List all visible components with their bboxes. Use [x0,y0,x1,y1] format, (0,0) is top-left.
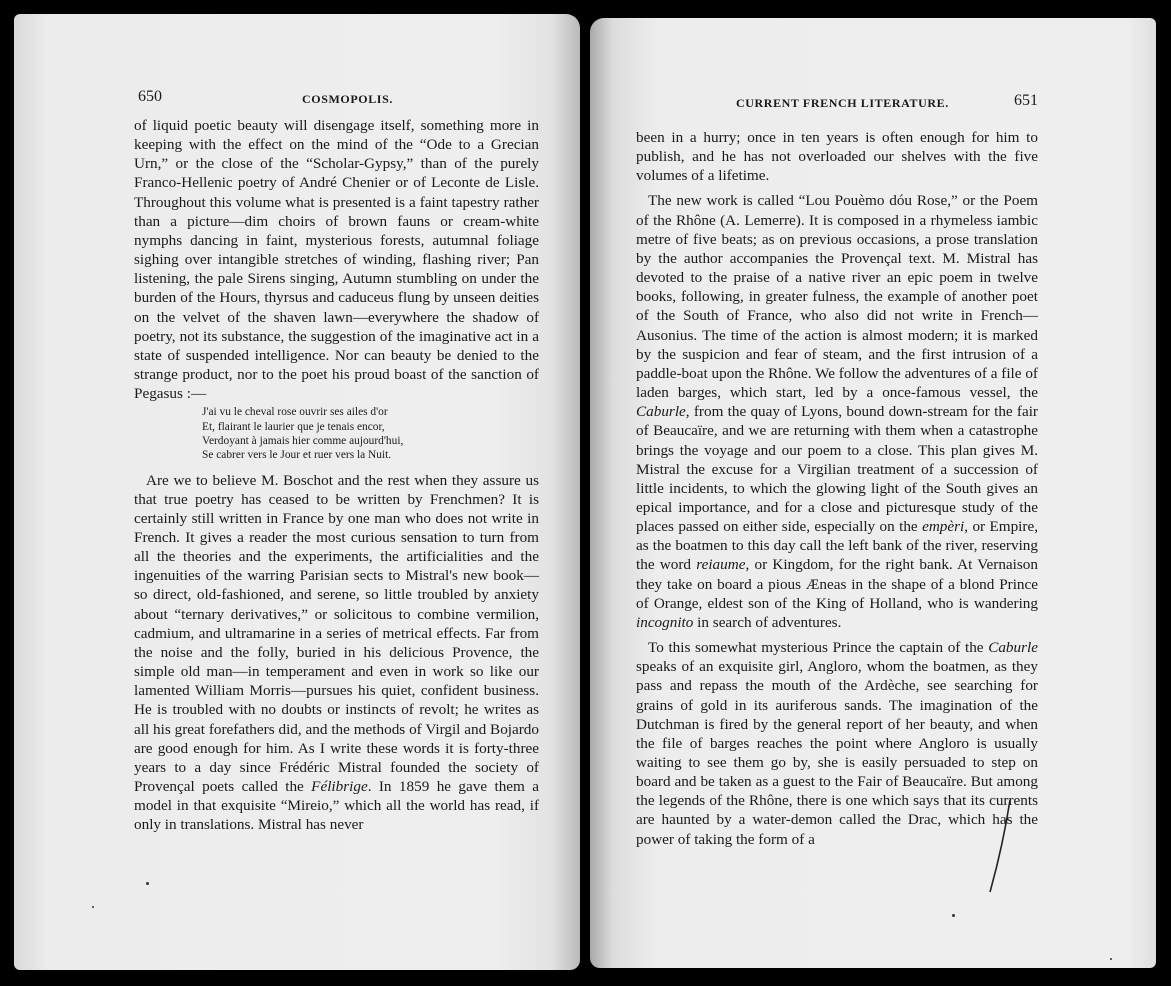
print-speck [146,882,149,885]
running-head-title: COSMOPOLIS. [302,92,393,106]
italic-term: Caburle [988,639,1038,657]
paragraph [134,471,539,835]
italic-term: empèri [922,518,965,536]
right-page [590,18,1156,968]
paragraph: been in a hurry; once in ten years is often enough for him to publish, and he has not overloaded our shelves with the five volumes of a lifetime. [636,129,1038,185]
poem-line: Et, flairant le laurier que je tenais encor, [202,420,385,433]
page-number: 651 [1014,92,1038,109]
text-run: The new work is called “Lou Pouèmo dóu Rose,” or the Poem of the Rhône (A. Lemerre). It is composed in a rhymeless iambic metre of five beats; as on previous occasions, a prose translation by the author accompanies the Provençal text. M. Mistral has devoted to the praise of a native river an epic poem in twelve books, following, in greater fulness, the example of another poet of the South of France, who also did not write in French—Ausonius. The time of the action is almost modern; it is marked by the suspicion and fear of steam, and the first intrusion of a paddle-boat upon the Rhône. We follow the adventures of a file of laden barges, which start, led by a once-famous vessel, the [636,192,1038,402]
italic-term: reiaume [696,556,746,574]
paragraph [636,638,1038,849]
poem-line: Se cabrer vers le Jour et ruer vers la Nuit. [202,449,392,462]
body-text [134,116,539,835]
poem-quotation [202,405,539,462]
body-text [636,128,1038,849]
text-run: , or Kingdom, for the right bank. At Vernaison they take on board a pious Æneas in the shape of a blond Prince of Orange, eldest son of the King of Holland, who is wandering [636,556,1038,612]
print-speck [952,914,955,917]
pencil-mark [980,796,1020,896]
running-head [14,88,580,112]
italic-term: incognito [636,613,694,631]
text-run: Are we to believe M. Boschot and the rest when they assure us that true poetry has ceased to be written by Frenchmen? It is certainly still written in France by one man who does not write in French. It gives a reader the most curious sensation to turn from all the theories and the experiments, the artificialities and the ingenuities of the warring Parisian sects to Mistral's new book—so direct, old-fashioned, and serene, so little troubled by anxiety about “ternary derivatives,” or solicitous to combine vermilion, cadmium, and ultramarine in a series of metrical effects. Far from the noise and the folly, buried in his delicious Provence, the simple old man—in temperament and even in work so like our lamented William Morris—pursues his quiet, confident business. He is troubled with no doubts or instincts of revolt; he writes as all his great forefathers did, and the methods of Virgil and Bojardo are good enough for him. As I write these words it is forty-three years to a day since Frédéric Mistral founded the society of Provençal poets called the [134,471,539,796]
page-number: 650 [138,88,162,105]
text-run: To this somewhat mysterious Prince the captain of the [648,639,989,657]
text-run: . In 1859 he gave them a model in that exquisite “Mireio,” which all the world has read, if only in translations. Mistral has never [134,778,539,834]
paragraph: of liquid poetic beauty will disengage itself, something more in keeping with the effect on the mind of the “Ode to a Grecian Urn,” or the close of the “Scholar-Gypsy,” than of the purely Franco-Hellenic poetry of André Chenier or of Leconte de Lisle. Throughout this volume what is presented is a faint tapestry rather than a picture—dim choirs of brown fauns or cream-white nymphs dancing in faint, mysterious forests, autumnal foliage sighing over intangible stretches of winding, flashing river; Pan listening, the pale Sirens singing, Autumn stumbling on under the burden of the Hours, thyrsus and caduceus flung by unseen deities on the velvet of the shaven lawn—everywhere the shadow of poetry, not its substance, the suggestion of the imaginative act in a state of suspended intelligence. Nor can beauty be denied to the strange product, nor to the poet his proud boast of the sanction of Pegasus :— [134,117,539,403]
text-run: , from the quay of Lyons, bound down-stream for the fair of Beaucaïre, and we are returning with them when a catastrophe brings the voyage and our poem to a close. This plan gives M. Mistral the excuse for a Virgilian treatment of a succession of little incidents, to which the glowing light of the South gives an epical importance, and for a close and picturesque study of the places passed on either side, especially on the [636,403,1038,536]
print-speck [1110,958,1112,960]
running-head-title: CURRENT FRENCH LITERATURE. [736,96,949,110]
italic-term: Félibrige [311,778,368,796]
poem-line: Verdoyant à jamais hier comme aujourd'hui, [202,434,404,447]
left-page [14,14,580,970]
paragraph [636,191,1038,632]
italic-term: Caburle [636,403,686,421]
text-run: speaks of an exquisite girl, Angloro, whom the boatmen, as they pass and repass the mouth of the Ardèche, see searching for grains of gold in its auriferous sands. The imagination of the Dutchman is fired by the general report of her beauty, and when the file of barges reaches the point where Angloro is usually waiting to see them go by, she is easily persuaded to step on board and be taken as a guest to the Fair of Beaucaïre. But among the legends of the Rhône, there is one which says that its currents are haunted by a water-demon called the Drac, which has the power of taking the form of a [636,658,1038,848]
text-run: in search of adventures. [693,613,842,631]
print-speck [92,906,94,908]
poem-line: J'ai vu le cheval rose ouvrir ses ailes d'or [202,406,388,419]
running-head [590,92,1156,116]
text-run: , or Empire, as the boatmen to this day call the left bank of the river, reserving the word [636,518,1039,574]
